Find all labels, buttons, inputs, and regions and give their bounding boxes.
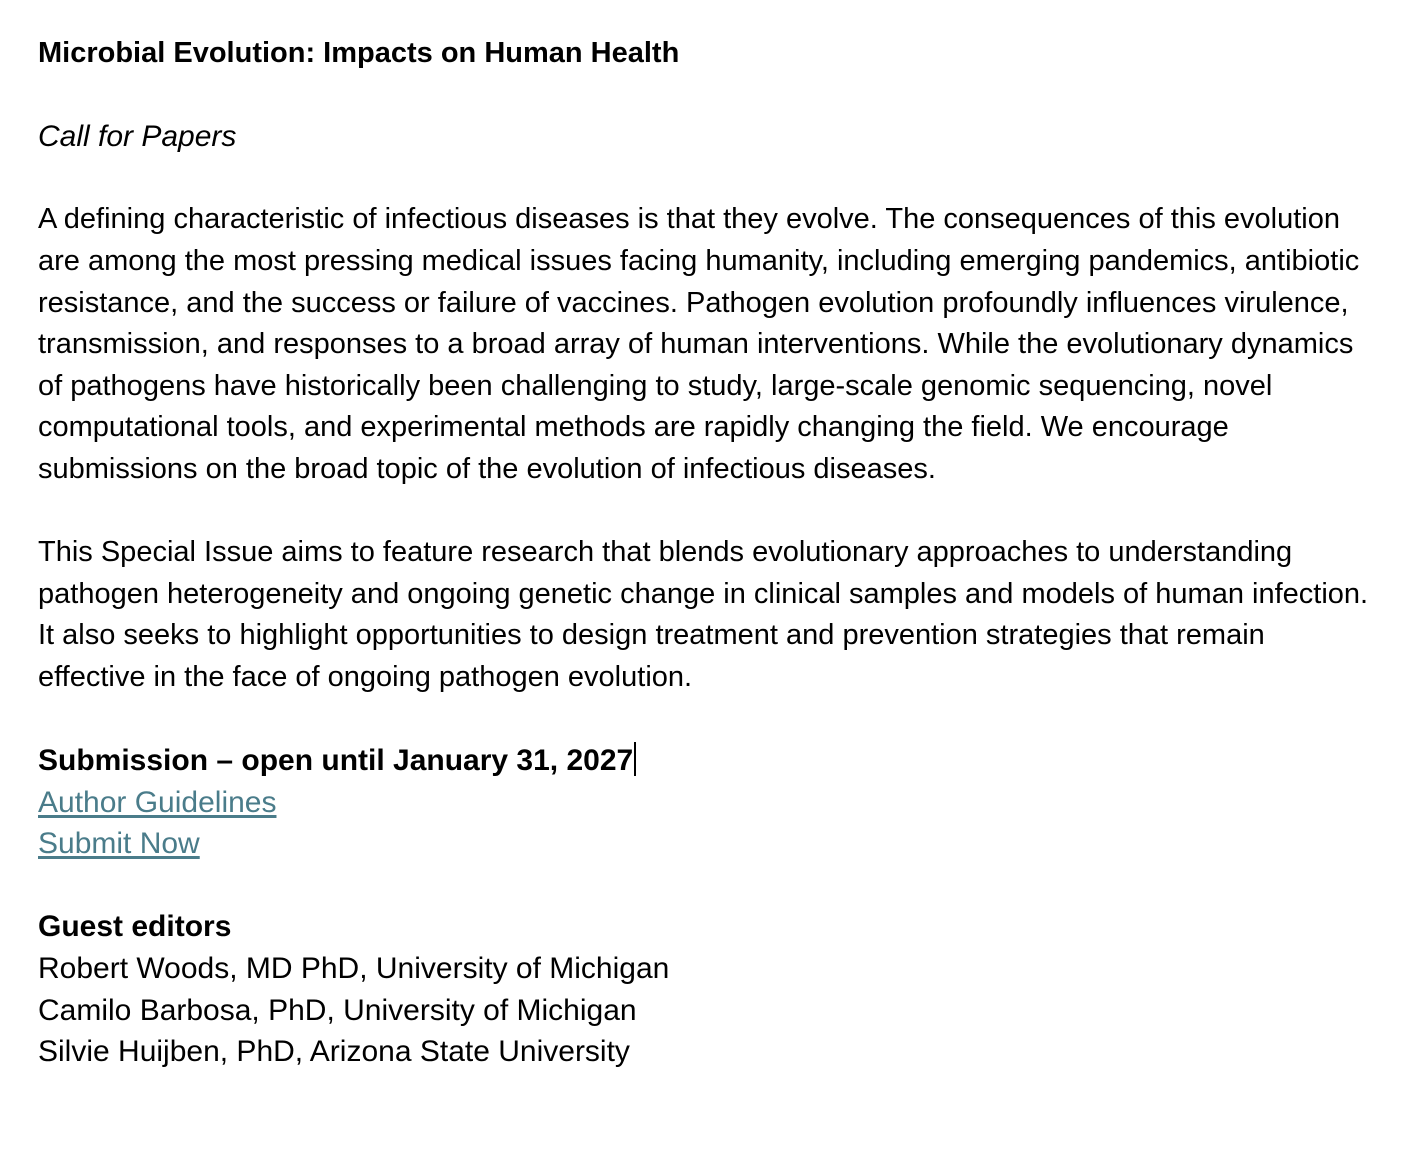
blank-line — [38, 75, 1428, 117]
editor-line: Silvie Huijben, PhD, Arizona State University — [38, 1035, 630, 1069]
document-title: Microbial Evolution: Impacts on Human Health — [38, 37, 680, 69]
intro-paragraph: A defining characteristic of infectious diseases is that they evolve. The consequences of this evolution are among the most pressing medical issues facing humanity, including emerging pandemics, antibiotic resistance, and the success or failure of vaccines. Pathogen evolution profoundly influences virulence, transmission, and responses to a broad array of human interventions. While the evolutionary dynamics of pathogens have historically been challenging to study, large-scale genomic sequencing, novel computational tools, and experimental methods are rapidly changing the field. We encourage submissions on the broad topic of the evolution of infectious diseases. — [38, 203, 1360, 485]
aims-paragraph: This Special Issue aims to feature research that blends evolutionary approaches to understanding pathogen heterogeneity and ongoing genetic change in clinical samples and models of human infection. It also seeks to highlight opportunities to design treatment and prevention strategies that remain effective in the face of ongoing pathogen evolution. — [38, 536, 1369, 693]
blank-line — [38, 699, 1428, 741]
author-guidelines-link[interactable]: Author Guidelines — [38, 785, 277, 819]
editor-line: Robert Woods, MD PhD, University of Michigan — [38, 952, 670, 986]
submission-line — [38, 740, 1428, 782]
document-subtitle: Call for Papers — [38, 120, 237, 154]
document-body[interactable] — [38, 33, 1428, 1073]
editor-line: Camilo Barbosa, PhD, University of Michigan — [38, 993, 637, 1027]
submit-now-link[interactable]: Submit Now — [38, 827, 200, 861]
text-cursor — [634, 742, 636, 776]
blank-line — [38, 865, 1428, 907]
blank-line — [38, 491, 1428, 533]
submission-heading: Submission – open until January 31, 2027 — [38, 744, 634, 778]
guest-editors-heading: Guest editors — [38, 910, 232, 944]
blank-line — [38, 158, 1428, 200]
